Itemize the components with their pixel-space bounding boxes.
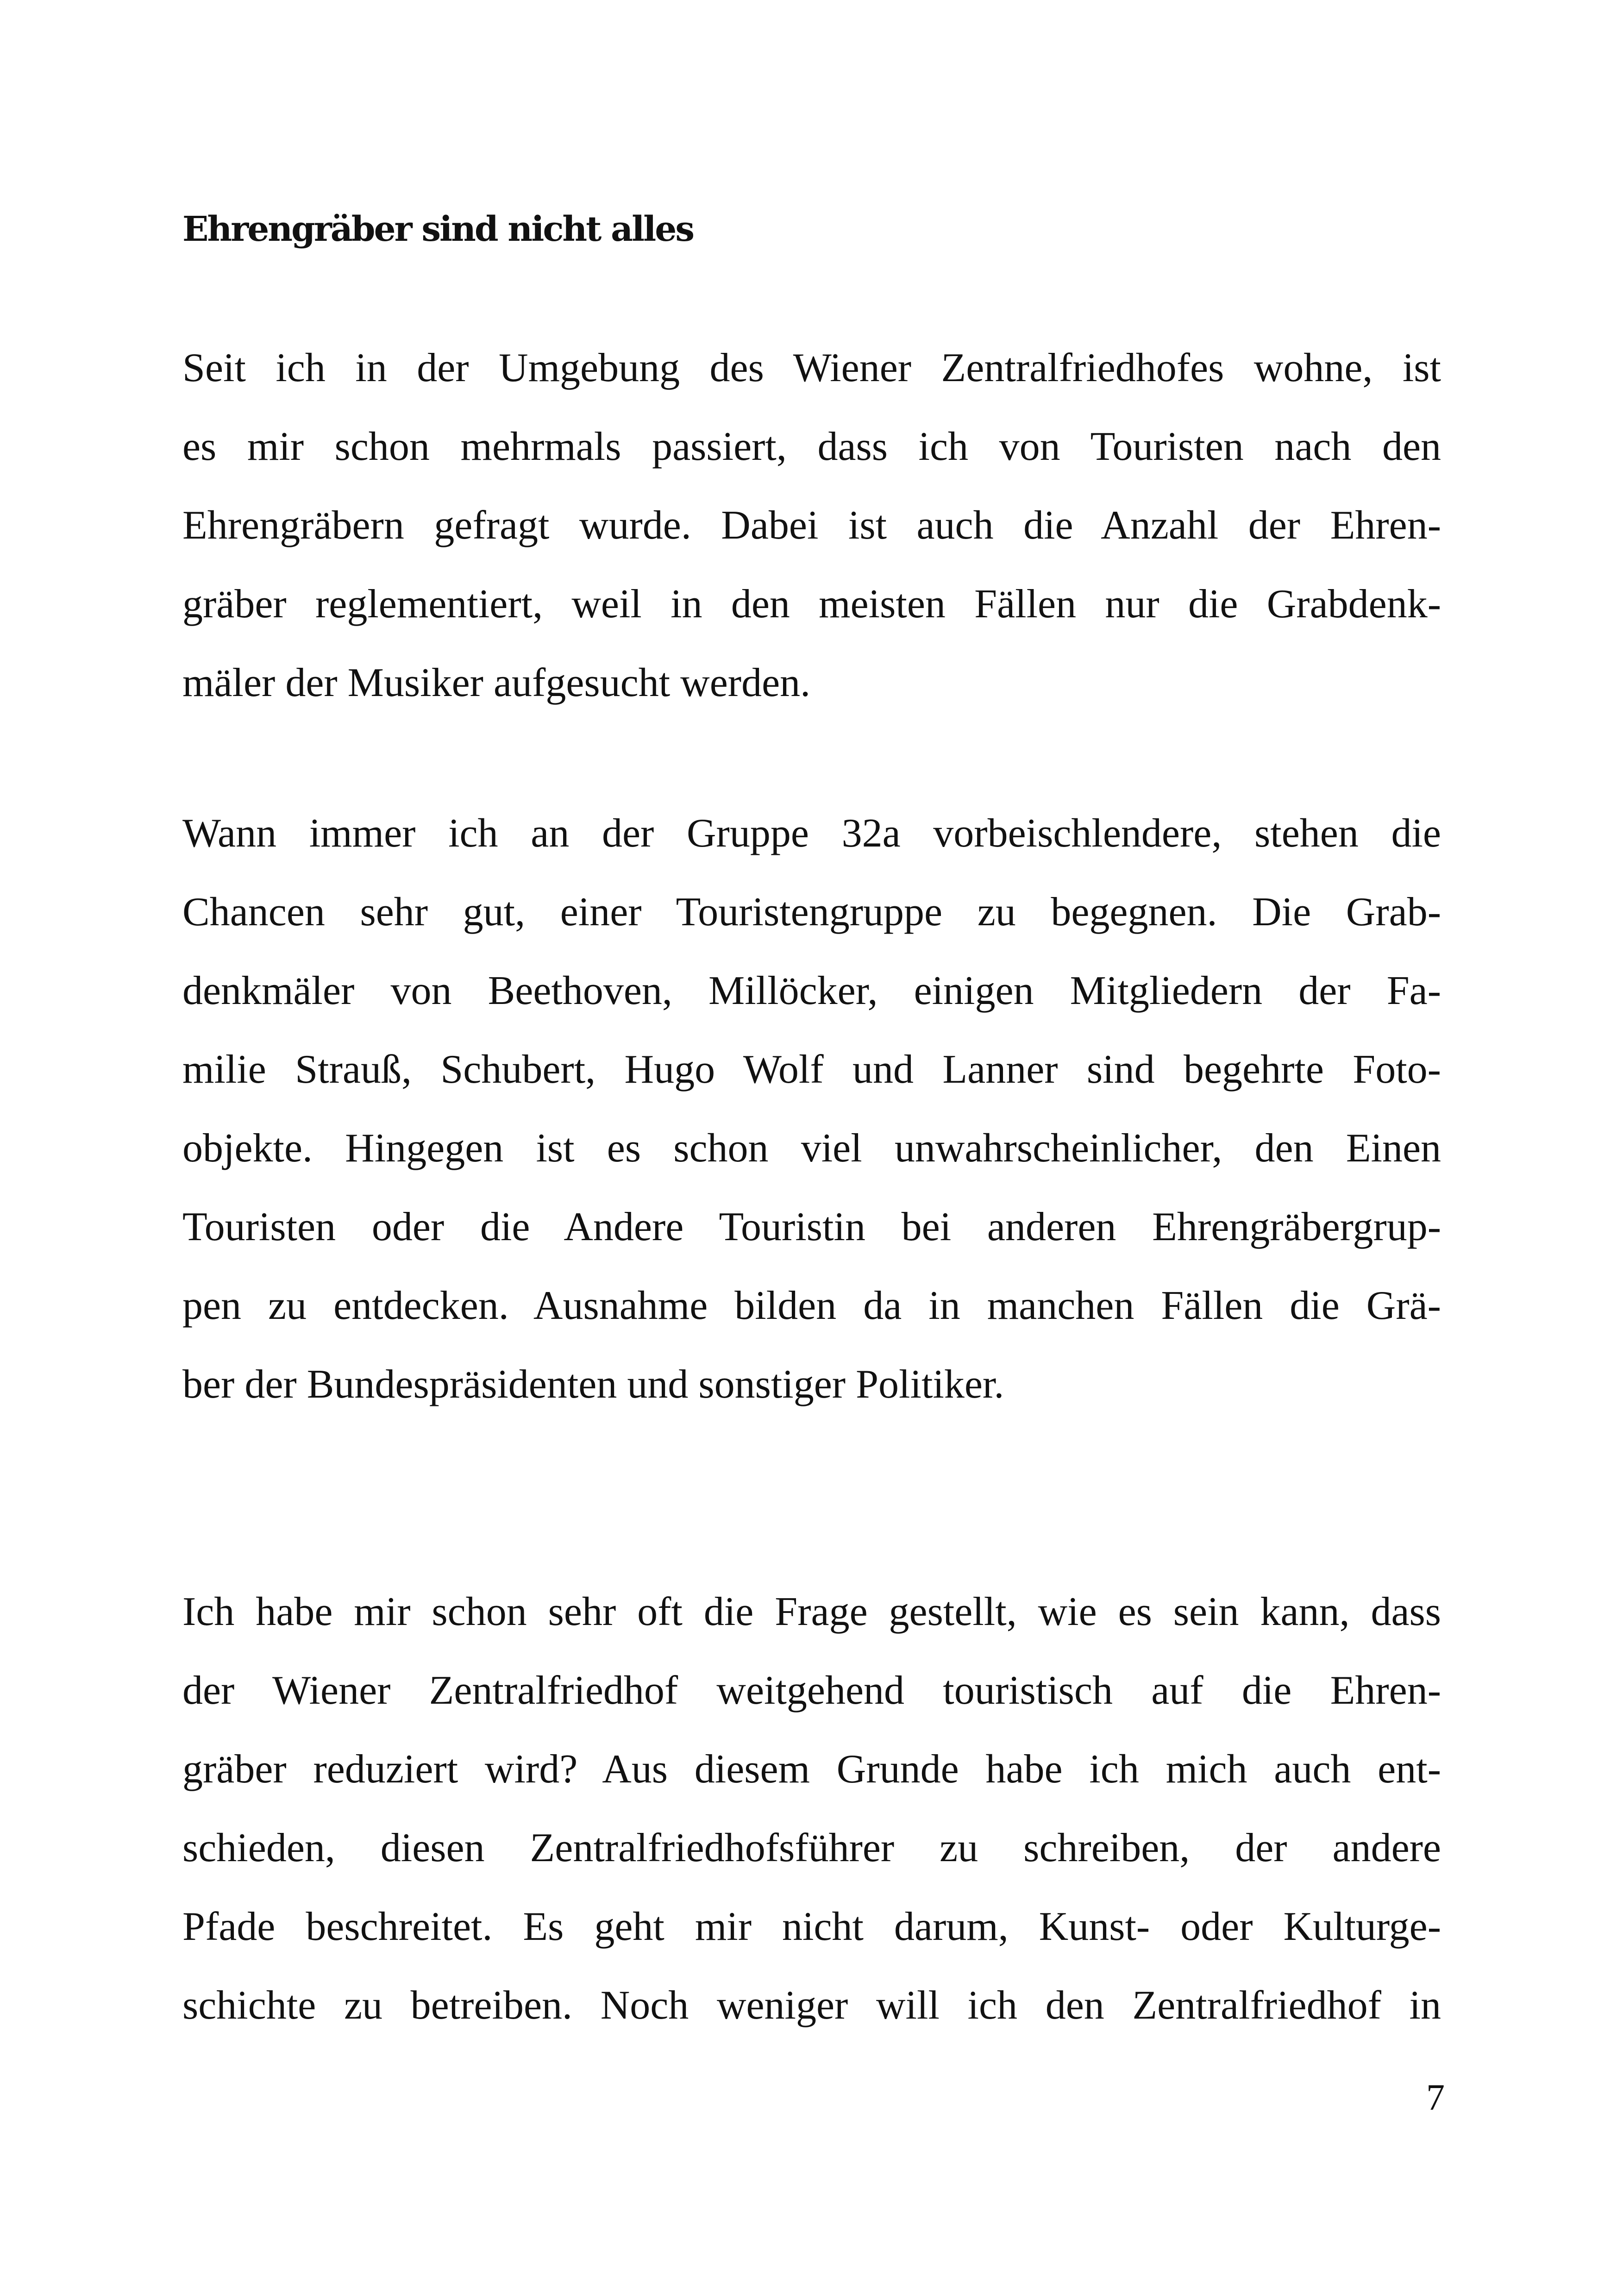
text-line: Ich habe mir schon sehr oft die Frage gestellt, wie es sein kann, dass — [182, 1589, 1441, 1634]
text-line: es mir schon mehrmals passiert, dass ich von Touristen nach den — [182, 424, 1441, 469]
text-line: der Wiener Zentralfriedhof weitgehend touristisch auf die Ehren- — [182, 1668, 1441, 1713]
text-line: schieden, diesen Zentralfriedhofsführer zu schreiben, der andere — [182, 1826, 1441, 1870]
text-line: denkmäler von Beethoven, Millöcker, einigen Mitgliedern der Fa- — [182, 968, 1441, 1013]
text-line: Seit ich in der Umgebung des Wiener Zentralfriedhofes wohne, ist — [182, 345, 1441, 390]
text-line: Ehrengräbern gefragt wurde. Dabei ist auch die Anzahl der Ehren- — [182, 503, 1441, 548]
text-line: mäler der Musiker aufgesucht werden. — [182, 660, 811, 705]
text-line: gräber reduziert wird? Aus diesem Grunde habe ich mich auch ent- — [182, 1747, 1441, 1792]
text-line: gräber reglementiert, weil in den meisten Fällen nur die Grabdenk- — [182, 582, 1441, 627]
text-line: Touristen oder die Andere Touristin bei anderen Ehrengräbergrup- — [182, 1204, 1441, 1249]
page-number: 7 — [1426, 2077, 1445, 2118]
text-line: Pfade beschreitet. Es geht mir nicht darum, Kunst- oder Kulturge- — [182, 1904, 1441, 1949]
paragraph-2 — [182, 794, 1441, 1424]
text-line: objekte. Hingegen ist es schon viel unwahrscheinlicher, den Einen — [182, 1126, 1441, 1171]
text-line: pen zu entdecken. Ausnahme bilden da in manchen Fällen die Grä- — [182, 1283, 1441, 1328]
paragraph-3 — [182, 1573, 1441, 2045]
paragraph-1 — [182, 329, 1441, 722]
text-line: ber der Bundespräsidenten und sonstiger Politiker. — [182, 1362, 1004, 1407]
text-line: schichte zu betreiben. Noch weniger will ich den Zentralfriedhof in — [182, 1983, 1441, 2028]
text-line: Wann immer ich an der Gruppe 32a vorbeischlendere, stehen die — [182, 811, 1441, 856]
text-line: Chancen sehr gut, einer Touristengruppe zu begegnen. Die Grab- — [182, 890, 1441, 935]
text-line: milie Strauß, Schubert, Hugo Wolf und Lanner sind begehrte Foto- — [182, 1047, 1441, 1092]
section-heading: Ehrengräber sind nicht alles — [182, 209, 694, 249]
